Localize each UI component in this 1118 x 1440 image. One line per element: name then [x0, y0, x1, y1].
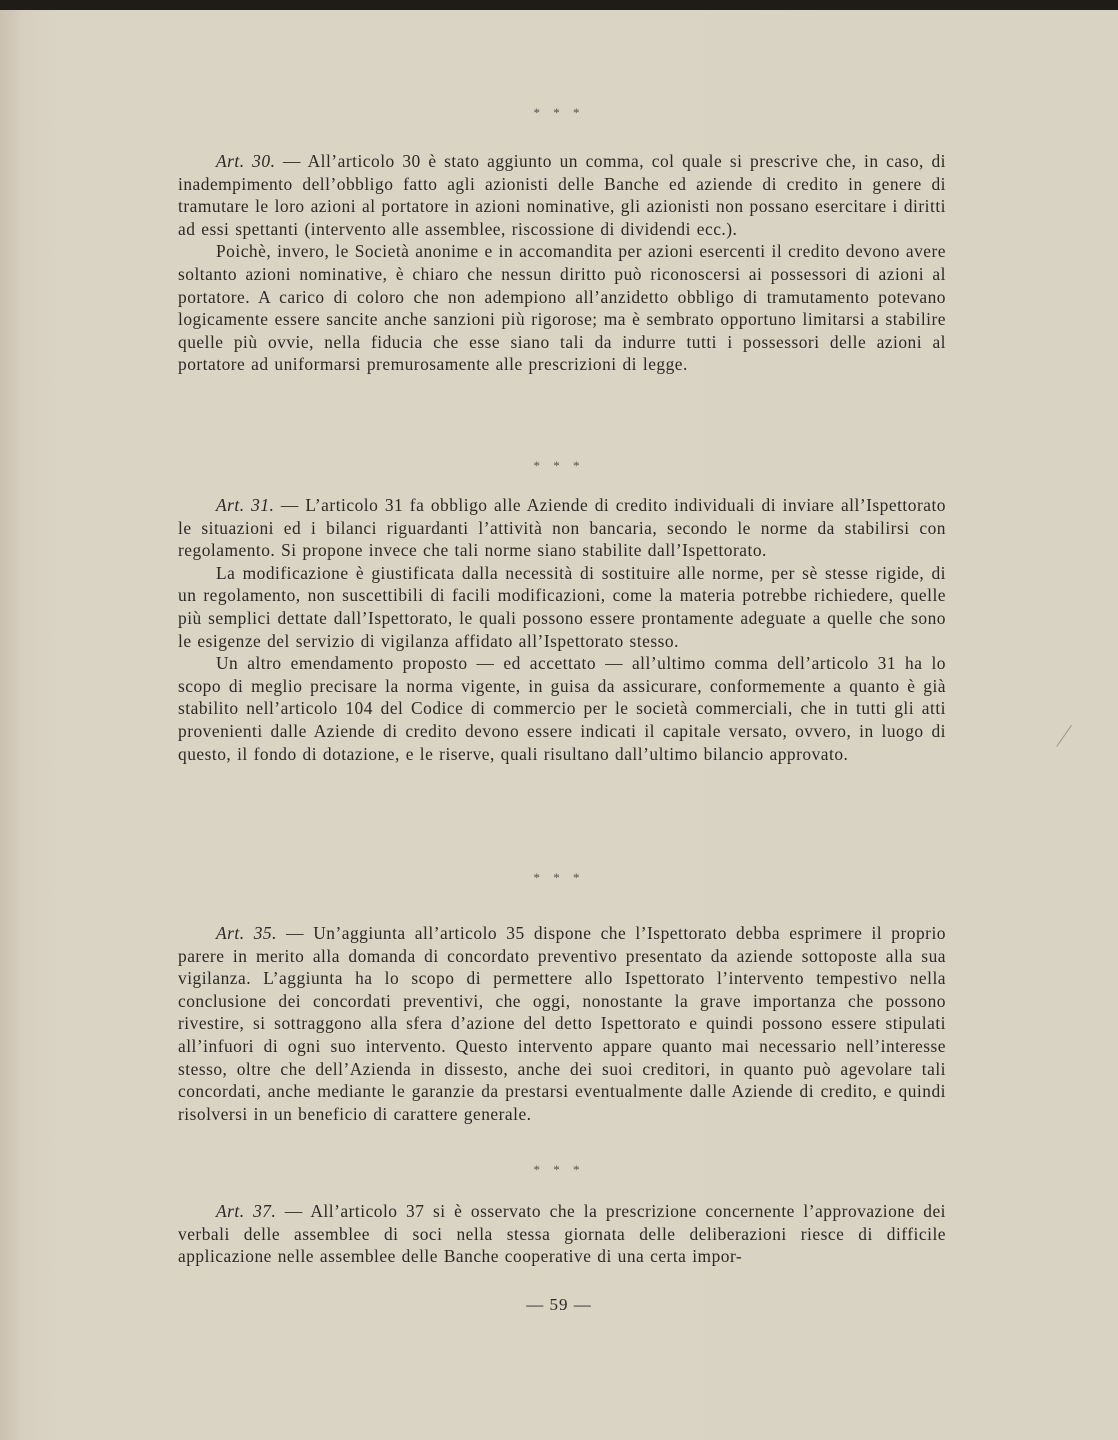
- article-label: Art. 37.: [216, 1201, 277, 1221]
- paragraph-text: — Un’aggiunta all’articolo 35 dispone che l’Ispettorato debba esprimere il proprio parere in merito alla domanda di concordato preventivo presentato da aziende sottoposte alla sua vigilanza. L’aggiunta ha lo scopo di permettere allo Ispettorato l’intervento tempestivo nella conclusione dei concordati preventivi, che oggi, nonostante la grave importanza che possono rivestire, si sottraggono alla sfera d’azione del detto Ispettorato e quindi possono essere stipulati all’infuori di ogni suo intervento. Questo intervento appare quanto mai necessario nell’interesse stesso, oltre che dell’Azienda in dissesto, anche dei suoi creditori, in quanto può agevolare tali concordati, anche mediante le garanzie da prestarsi eventualmente dalle Aziende di credito, e quindi risolversi in un beneficio di carattere generale.: [178, 923, 946, 1124]
- page-number: — 59 —: [526, 1295, 592, 1314]
- document-page: [0, 10, 1118, 1440]
- article-31: [178, 494, 946, 765]
- scan-top-edge: [0, 0, 1118, 10]
- article-label: Art. 35.: [216, 923, 277, 943]
- article-label: Art. 31.: [216, 495, 275, 515]
- paragraph-text: — All’articolo 30 è stato aggiunto un comma, col quale si prescrive che, in caso, di inadempimento dell’obbligo fatto agli azionisti delle Banche ed aziende di credito in genere di tramutare le loro azioni al portatore in azioni nominative, gli azionisti non possano esercitare i diritti ad essi spettanti (intervento alle assemblee, riscossione di dividendi ecc.).: [178, 151, 947, 239]
- article-30: [178, 150, 946, 376]
- section-separator: * * *: [533, 870, 585, 885]
- article-31-paragraph-3: Un altro emendamento proposto — ed accettato — all’ultimo comma dell’articolo 31 ha lo scopo di meglio precisare la norma vigente, in guisa da assicurare, conformemente a quanto è già stabilito nell’articolo 104 del Codice di commercio per le società commerciali, che in tutti gli atti provenienti dalle Aziende di credito devono essere indicati il capitale versato, ovvero, in luogo di questo, il fondo di dotazione, e le riserve, quali risultano dall’ultimo bilancio approvato.: [178, 653, 946, 764]
- article-35-paragraph-1: [178, 922, 946, 1125]
- margin-pencil-mark: [1056, 725, 1086, 757]
- article-31-paragraph-1: [178, 494, 946, 562]
- article-37-paragraph-1: [178, 1200, 946, 1268]
- article-30-paragraph-1: [178, 150, 946, 240]
- section-separator: * * *: [533, 458, 585, 473]
- paragraph-text: — All’articolo 37 si è osservato che la prescrizione concernente l’approvazione dei verbali delle assemblee di soci nella stessa giornata delle deliberazioni riesce di difficile applicazione nelle assemblee delle Banche cooperative di una certa impor-: [178, 1201, 947, 1267]
- article-30-paragraph-2: Poichè, invero, le Società anonime e in accomandita per azioni esercenti il credito devono avere soltanto azioni nominative, è chiaro che nessun diritto può riconoscersi ai possessori di azioni al portatore. A carico di coloro che non adempiono all’anzidetto obbligo di tramutamento potevano logicamente essere sancite anche sanzioni più rigorose; ma è sembrato opportuno limitarsi a stabilire quelle più ovvie, nella fiducia che esse siano tali da indurre tutti i possessori delle azioni al portatore ad uniformarsi premurosamente alle prescrizioni di legge.: [178, 241, 946, 375]
- article-37: [178, 1200, 946, 1268]
- article-label: Art. 30.: [216, 151, 276, 171]
- article-31-paragraph-2: La modificazione è giustificata dalla necessità di sostituire alle norme, per sè stesse rigide, di un regolamento, non suscettibili di facili modificazioni, come la materia potrebbe richiedere, quelle più semplici dettate dall’Ispettorato, le quali possono essere prontamente adeguate a quelle che sono le esigenze del servizio di vigilanza affidato all’Ispettorato stesso.: [178, 562, 946, 651]
- paragraph-text: — L’articolo 31 fa obbligo alle Aziende di credito individuali di inviare all’Ispettorato le situazioni ed i bilanci riguardanti l’attività non bancaria, secondo le norme da stabilirsi con regolamento. Si propone invece che tali norme siano stabilite dall’Ispettorato.: [178, 495, 946, 561]
- section-separator: * * *: [533, 105, 585, 120]
- section-separator: * * *: [533, 1162, 585, 1177]
- article-35: [178, 922, 946, 1125]
